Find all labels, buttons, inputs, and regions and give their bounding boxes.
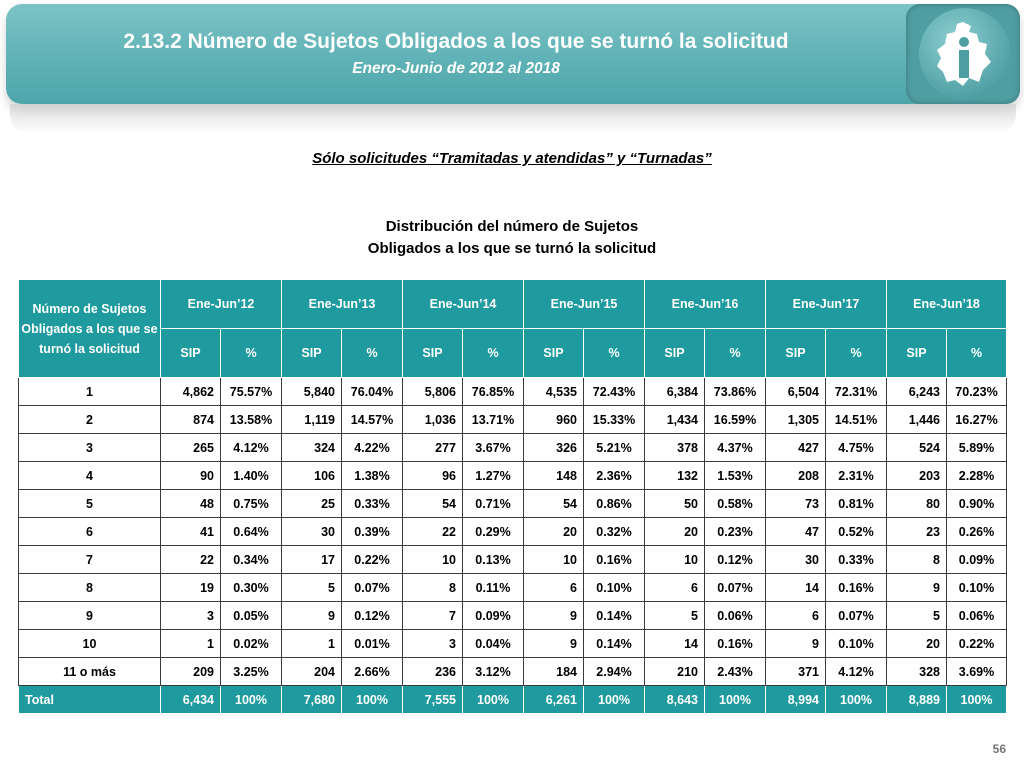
sip-cell: 1,446 — [887, 406, 947, 434]
percent-cell: 13.58% — [221, 406, 282, 434]
page-title: 2.13.2 Número de Sujetos Obligados a los que se turnó la solicitud — [123, 30, 789, 53]
percent-cell: 0.09% — [463, 602, 524, 630]
percent-cell: 72.31% — [826, 378, 887, 406]
sip-cell: 20 — [887, 630, 947, 658]
sip-cell: 3 — [403, 630, 463, 658]
percent-cell: 0.13% — [463, 546, 524, 574]
sip-cell: 132 — [645, 462, 705, 490]
sip-cell: 48 — [161, 490, 221, 518]
period-header: Ene-Jun’15 — [524, 280, 645, 329]
sip-cell: 10 — [645, 546, 705, 574]
sip-cell: 6 — [645, 574, 705, 602]
percent-cell: 1.53% — [705, 462, 766, 490]
sip-cell: 20 — [524, 518, 584, 546]
period-header: Ene-Jun’12 — [161, 280, 282, 329]
sip-cell: 106 — [282, 462, 342, 490]
row-label: 6 — [19, 518, 161, 546]
cdmx-map-info-logo-icon — [919, 8, 1011, 100]
table-row — [19, 490, 1007, 518]
logo-badge — [906, 4, 1020, 104]
percent-cell: 0.23% — [705, 518, 766, 546]
total-label: Total — [19, 686, 161, 714]
sip-cell: 25 — [282, 490, 342, 518]
total-sip-cell: 7,555 — [403, 686, 463, 714]
percent-cell: 0.33% — [342, 490, 403, 518]
sip-subheader: SIP — [524, 329, 584, 378]
percent-cell: 0.10% — [826, 630, 887, 658]
percent-cell: 76.85% — [463, 378, 524, 406]
sip-cell: 96 — [403, 462, 463, 490]
table-title-line1: Distribución del número de Sujetos — [385, 218, 639, 235]
sip-cell: 3 — [161, 602, 221, 630]
sip-cell: 1 — [161, 630, 221, 658]
percent-cell: 5.21% — [584, 434, 645, 462]
distribution-table — [18, 279, 1007, 714]
percent-cell: 0.09% — [947, 546, 1007, 574]
total-percent-cell: 100% — [947, 686, 1007, 714]
sip-cell: 5 — [887, 602, 947, 630]
percent-cell: 0.26% — [947, 518, 1007, 546]
percent-cell: 3.67% — [463, 434, 524, 462]
percent-cell: 70.23% — [947, 378, 1007, 406]
percent-cell: 14.51% — [826, 406, 887, 434]
table-title — [0, 216, 1024, 260]
sip-cell: 9 — [524, 630, 584, 658]
sip-cell: 6,243 — [887, 378, 947, 406]
table-row — [19, 546, 1007, 574]
percent-cell: 0.10% — [947, 574, 1007, 602]
percent-cell: 0.86% — [584, 490, 645, 518]
total-sip-cell: 6,434 — [161, 686, 221, 714]
sip-cell: 265 — [161, 434, 221, 462]
percent-cell: 0.33% — [826, 546, 887, 574]
sip-cell: 41 — [161, 518, 221, 546]
percent-cell: 2.28% — [947, 462, 1007, 490]
percent-cell: 0.11% — [463, 574, 524, 602]
sip-cell: 6,504 — [766, 378, 826, 406]
total-row — [19, 686, 1007, 714]
total-sip-cell: 8,994 — [766, 686, 826, 714]
sip-cell: 10 — [524, 546, 584, 574]
percent-cell: 0.07% — [705, 574, 766, 602]
sip-cell: 5 — [645, 602, 705, 630]
percent-cell: 1.27% — [463, 462, 524, 490]
sip-cell: 236 — [403, 658, 463, 686]
percent-cell: 0.81% — [826, 490, 887, 518]
percent-cell: 0.10% — [584, 574, 645, 602]
sip-cell: 47 — [766, 518, 826, 546]
sip-cell: 5 — [282, 574, 342, 602]
table-row — [19, 630, 1007, 658]
sip-cell: 874 — [161, 406, 221, 434]
sip-cell: 960 — [524, 406, 584, 434]
sip-cell: 9 — [766, 630, 826, 658]
percent-cell: 0.06% — [947, 602, 1007, 630]
percent-cell: 16.59% — [705, 406, 766, 434]
title-banner — [6, 4, 1020, 104]
row-label: 4 — [19, 462, 161, 490]
sip-cell: 30 — [282, 518, 342, 546]
percent-cell: 0.71% — [463, 490, 524, 518]
total-sip-cell: 8,889 — [887, 686, 947, 714]
percent-cell: 16.27% — [947, 406, 1007, 434]
sip-cell: 90 — [161, 462, 221, 490]
sip-cell: 54 — [403, 490, 463, 518]
percent-cell: 1.38% — [342, 462, 403, 490]
header-row-periods — [19, 280, 1007, 329]
sip-cell: 73 — [766, 490, 826, 518]
percent-cell: 4.22% — [342, 434, 403, 462]
period-header: Ene-Jun’14 — [403, 280, 524, 329]
table-row — [19, 462, 1007, 490]
sip-cell: 5,806 — [403, 378, 463, 406]
percent-cell: 0.22% — [342, 546, 403, 574]
sip-cell: 4,862 — [161, 378, 221, 406]
sip-cell: 1 — [282, 630, 342, 658]
sip-cell: 5,840 — [282, 378, 342, 406]
banner-shadow — [10, 104, 1016, 134]
row-label: 3 — [19, 434, 161, 462]
percent-cell: 0.39% — [342, 518, 403, 546]
percent-cell: 0.14% — [584, 630, 645, 658]
sip-cell: 20 — [645, 518, 705, 546]
sip-subheader: SIP — [161, 329, 221, 378]
percent-cell: 13.71% — [463, 406, 524, 434]
sip-cell: 371 — [766, 658, 826, 686]
table-row — [19, 434, 1007, 462]
percent-cell: 0.07% — [342, 574, 403, 602]
sip-cell: 4,535 — [524, 378, 584, 406]
sip-subheader: SIP — [403, 329, 463, 378]
percent-cell: 0.16% — [584, 546, 645, 574]
percent-cell: 0.22% — [947, 630, 1007, 658]
sip-cell: 19 — [161, 574, 221, 602]
percent-cell: 5.89% — [947, 434, 1007, 462]
percent-cell: 0.34% — [221, 546, 282, 574]
percent-cell: 0.75% — [221, 490, 282, 518]
total-percent-cell: 100% — [826, 686, 887, 714]
percent-cell: 76.04% — [342, 378, 403, 406]
sip-cell: 8 — [887, 546, 947, 574]
sip-cell: 14 — [645, 630, 705, 658]
sip-cell: 524 — [887, 434, 947, 462]
sip-cell: 1,119 — [282, 406, 342, 434]
row-label: 10 — [19, 630, 161, 658]
percent-cell: 0.29% — [463, 518, 524, 546]
row-label: 5 — [19, 490, 161, 518]
percent-cell: 4.37% — [705, 434, 766, 462]
sip-cell: 6,384 — [645, 378, 705, 406]
sip-cell: 184 — [524, 658, 584, 686]
percent-subheader: % — [705, 329, 766, 378]
total-percent-cell: 100% — [463, 686, 524, 714]
sip-cell: 328 — [887, 658, 947, 686]
percent-cell: 0.16% — [826, 574, 887, 602]
page-subtitle: Enero-Junio de 2012 al 2018 — [352, 60, 560, 77]
percent-cell: 14.57% — [342, 406, 403, 434]
header-row-subheaders — [19, 329, 1007, 378]
percent-cell: 0.06% — [705, 602, 766, 630]
row-label: 1 — [19, 378, 161, 406]
sip-cell: 324 — [282, 434, 342, 462]
sip-cell: 378 — [645, 434, 705, 462]
sip-cell: 6 — [766, 602, 826, 630]
percent-cell: 4.75% — [826, 434, 887, 462]
percent-cell: 1.40% — [221, 462, 282, 490]
sip-cell: 10 — [403, 546, 463, 574]
row-label: 11 o más — [19, 658, 161, 686]
sip-cell: 30 — [766, 546, 826, 574]
sip-cell: 9 — [887, 574, 947, 602]
total-sip-cell: 7,680 — [282, 686, 342, 714]
total-percent-cell: 100% — [342, 686, 403, 714]
sip-subheader: SIP — [282, 329, 342, 378]
table-title-line2: Obligados a los que se turnó la solicitud — [367, 240, 657, 257]
percent-cell: 0.32% — [584, 518, 645, 546]
percent-cell: 0.14% — [584, 602, 645, 630]
sip-cell: 6 — [524, 574, 584, 602]
sip-cell: 277 — [403, 434, 463, 462]
table-row — [19, 406, 1007, 434]
sip-cell: 203 — [887, 462, 947, 490]
percent-cell: 0.30% — [221, 574, 282, 602]
filter-note: Sólo solicitudes “Tramitadas y atendidas” y “Turnadas” — [312, 150, 712, 167]
total-percent-cell: 100% — [221, 686, 282, 714]
sip-subheader: SIP — [645, 329, 705, 378]
sip-cell: 427 — [766, 434, 826, 462]
percent-cell: 0.02% — [221, 630, 282, 658]
row-header-label: Número de Sujetos Obligados a los que se turnó la solicitud — [19, 280, 161, 378]
sip-cell: 23 — [887, 518, 947, 546]
sip-cell: 209 — [161, 658, 221, 686]
percent-cell: 0.12% — [342, 602, 403, 630]
percent-cell: 2.94% — [584, 658, 645, 686]
table-row — [19, 518, 1007, 546]
percent-subheader: % — [947, 329, 1007, 378]
percent-cell: 2.31% — [826, 462, 887, 490]
sip-cell: 14 — [766, 574, 826, 602]
sip-cell: 1,036 — [403, 406, 463, 434]
percent-cell: 0.64% — [221, 518, 282, 546]
percent-cell: 0.12% — [705, 546, 766, 574]
percent-cell: 3.12% — [463, 658, 524, 686]
table-row — [19, 658, 1007, 686]
sip-cell: 1,434 — [645, 406, 705, 434]
row-label: 8 — [19, 574, 161, 602]
percent-cell: 0.16% — [705, 630, 766, 658]
sip-cell: 22 — [403, 518, 463, 546]
sip-cell: 80 — [887, 490, 947, 518]
percent-subheader: % — [584, 329, 645, 378]
percent-subheader: % — [463, 329, 524, 378]
total-sip-cell: 8,643 — [645, 686, 705, 714]
total-percent-cell: 100% — [584, 686, 645, 714]
percent-cell: 2.36% — [584, 462, 645, 490]
sip-cell: 8 — [403, 574, 463, 602]
percent-cell: 4.12% — [826, 658, 887, 686]
sip-cell: 204 — [282, 658, 342, 686]
page-number: 56 — [992, 742, 1006, 756]
row-label: 2 — [19, 406, 161, 434]
table-row — [19, 378, 1007, 406]
percent-cell: 2.66% — [342, 658, 403, 686]
percent-subheader: % — [221, 329, 282, 378]
percent-cell: 0.01% — [342, 630, 403, 658]
sip-cell: 148 — [524, 462, 584, 490]
sip-cell: 326 — [524, 434, 584, 462]
table-row — [19, 602, 1007, 630]
sip-cell: 208 — [766, 462, 826, 490]
percent-cell: 0.05% — [221, 602, 282, 630]
percent-cell: 4.12% — [221, 434, 282, 462]
sip-cell: 1,305 — [766, 406, 826, 434]
sip-subheader: SIP — [887, 329, 947, 378]
percent-cell: 0.58% — [705, 490, 766, 518]
sip-subheader: SIP — [766, 329, 826, 378]
percent-cell: 73.86% — [705, 378, 766, 406]
sip-cell: 9 — [524, 602, 584, 630]
sip-cell: 54 — [524, 490, 584, 518]
percent-cell: 72.43% — [584, 378, 645, 406]
sip-cell: 22 — [161, 546, 221, 574]
period-header: Ene-Jun’18 — [887, 280, 1007, 329]
percent-cell: 3.25% — [221, 658, 282, 686]
percent-cell: 3.69% — [947, 658, 1007, 686]
percent-subheader: % — [826, 329, 887, 378]
period-header: Ene-Jun’13 — [282, 280, 403, 329]
row-label: 9 — [19, 602, 161, 630]
sip-cell: 9 — [282, 602, 342, 630]
percent-cell: 2.43% — [705, 658, 766, 686]
sip-cell: 17 — [282, 546, 342, 574]
row-label: 7 — [19, 546, 161, 574]
percent-subheader: % — [342, 329, 403, 378]
table-row — [19, 574, 1007, 602]
period-header: Ene-Jun’17 — [766, 280, 887, 329]
sip-cell: 7 — [403, 602, 463, 630]
percent-cell: 0.52% — [826, 518, 887, 546]
total-percent-cell: 100% — [705, 686, 766, 714]
period-header: Ene-Jun’16 — [645, 280, 766, 329]
sip-cell: 50 — [645, 490, 705, 518]
percent-cell: 15.33% — [584, 406, 645, 434]
percent-cell: 0.07% — [826, 602, 887, 630]
percent-cell: 75.57% — [221, 378, 282, 406]
percent-cell: 0.90% — [947, 490, 1007, 518]
percent-cell: 0.04% — [463, 630, 524, 658]
total-sip-cell: 6,261 — [524, 686, 584, 714]
sip-cell: 210 — [645, 658, 705, 686]
